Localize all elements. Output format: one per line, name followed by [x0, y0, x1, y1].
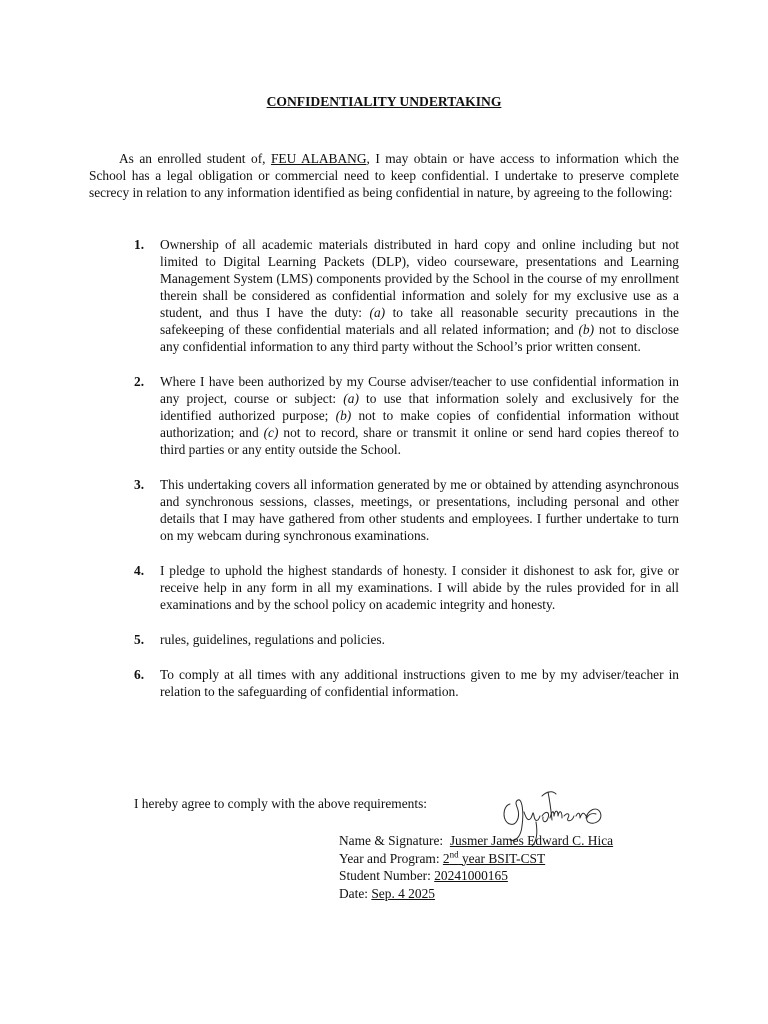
intro-before: As an enrolled student of,	[119, 151, 271, 166]
item-letter: (b)	[335, 408, 352, 423]
list-item	[134, 631, 679, 648]
list-item	[134, 476, 679, 544]
item-number: 5.	[134, 632, 145, 647]
name-value: Jusmer James Edward C. Hica	[449, 833, 614, 848]
year-row	[339, 850, 613, 868]
item-text: This undertaking covers all information generated by me or obtained by attending asynchronous and synchronous sessions, classes, meetings, or presentations, including personal and other details that I may have gathered from other students and employees. I further undertake to turn on my webcam during synchronous examinations.	[160, 477, 679, 543]
item-number: 4.	[134, 563, 145, 578]
year-number: 2	[442, 850, 450, 866]
item-letter: (a)	[369, 305, 386, 320]
intro-paragraph	[89, 150, 679, 201]
document-title: CONFIDENTIALITY UNDERTAKING	[266, 94, 502, 109]
item-letter: (c)	[263, 425, 279, 440]
item-text-part: not to disclose any confidential information to any third party without the School’s prior written consent.	[160, 322, 679, 354]
item-text	[160, 373, 679, 458]
item-text-part: not to record, share or transmit it online or send hard copies thereof to third parties or any entity outside the School.	[160, 425, 679, 457]
item-number: 2.	[134, 374, 145, 389]
item-text-part: Where I have been authorized by my Course adviser/teacher to use confidential information in any project, course or subject:	[160, 374, 679, 406]
date-value: Sep. 4 2025	[371, 885, 435, 901]
item-letter: (a)	[343, 391, 359, 406]
item-number: 1.	[134, 237, 145, 252]
item-text: rules, guidelines, regulations and policies.	[160, 632, 385, 647]
item-text-part: not to make copies of confidential information without authorization; and	[160, 408, 679, 440]
item-text-part: to use that information solely and exclusively for the identified authorized purpose;	[160, 391, 679, 423]
item-letter: (b)	[578, 322, 595, 337]
item-text	[160, 236, 679, 355]
student-number-row	[339, 867, 613, 885]
year-value	[443, 851, 545, 866]
student-number-label: Student Number:	[339, 868, 431, 883]
date-row	[339, 885, 613, 903]
year-label: Year and Program:	[339, 850, 440, 866]
list-item	[134, 373, 679, 458]
intro-after: , I may obtain or have access to information which the School has a legal obligation or commercial need to keep confidential. I undertake to preserve complete secrecy in relation to any information identified as being confidential in nature, by agreeing to the following:	[89, 151, 679, 200]
list-item	[134, 666, 679, 700]
name-row	[339, 832, 613, 850]
date-label: Date:	[339, 885, 368, 901]
year-suffix: nd	[449, 849, 459, 860]
item-number: 3.	[134, 477, 145, 492]
agreement-statement: I hereby agree to comply with the above requirements:	[134, 796, 427, 811]
name-label: Name & Signature:	[339, 833, 444, 848]
list-item	[134, 562, 679, 613]
school-name: FEU ALABANG	[270, 151, 367, 166]
list-item	[134, 236, 679, 355]
item-number: 6.	[134, 667, 145, 682]
item-text-part: Ownership of all academic materials distributed in hard copy and online including but not limited to Digital Learning Packets (DLP), video courseware, presentations and Learning Management System (LMS) components provided by the School in the course of my enrollment therein shall be considered as confidential information and solely for my exclusive use as a student, and thus I have the duty:	[160, 237, 679, 320]
undertaking-list	[134, 236, 679, 718]
item-text: To comply at all times with any additional instructions given to me by my adviser/teacher in relation to the safeguarding of confidential information.	[160, 667, 679, 699]
item-text-part: to take all reasonable security precautions in the safekeeping of these confidential materials and all related information; and	[160, 305, 679, 337]
signature-block	[339, 832, 613, 902]
student-number-value: 20241000165	[434, 868, 508, 883]
item-text: I pledge to uphold the highest standards of honesty. I consider it dishonest to ask for, give or receive help in any form in all my examinations. I will abide by the rules provided for in all examinations and by the school policy on academic integrity and honesty.	[160, 563, 679, 612]
year-program: year BSIT-CST	[458, 850, 546, 866]
